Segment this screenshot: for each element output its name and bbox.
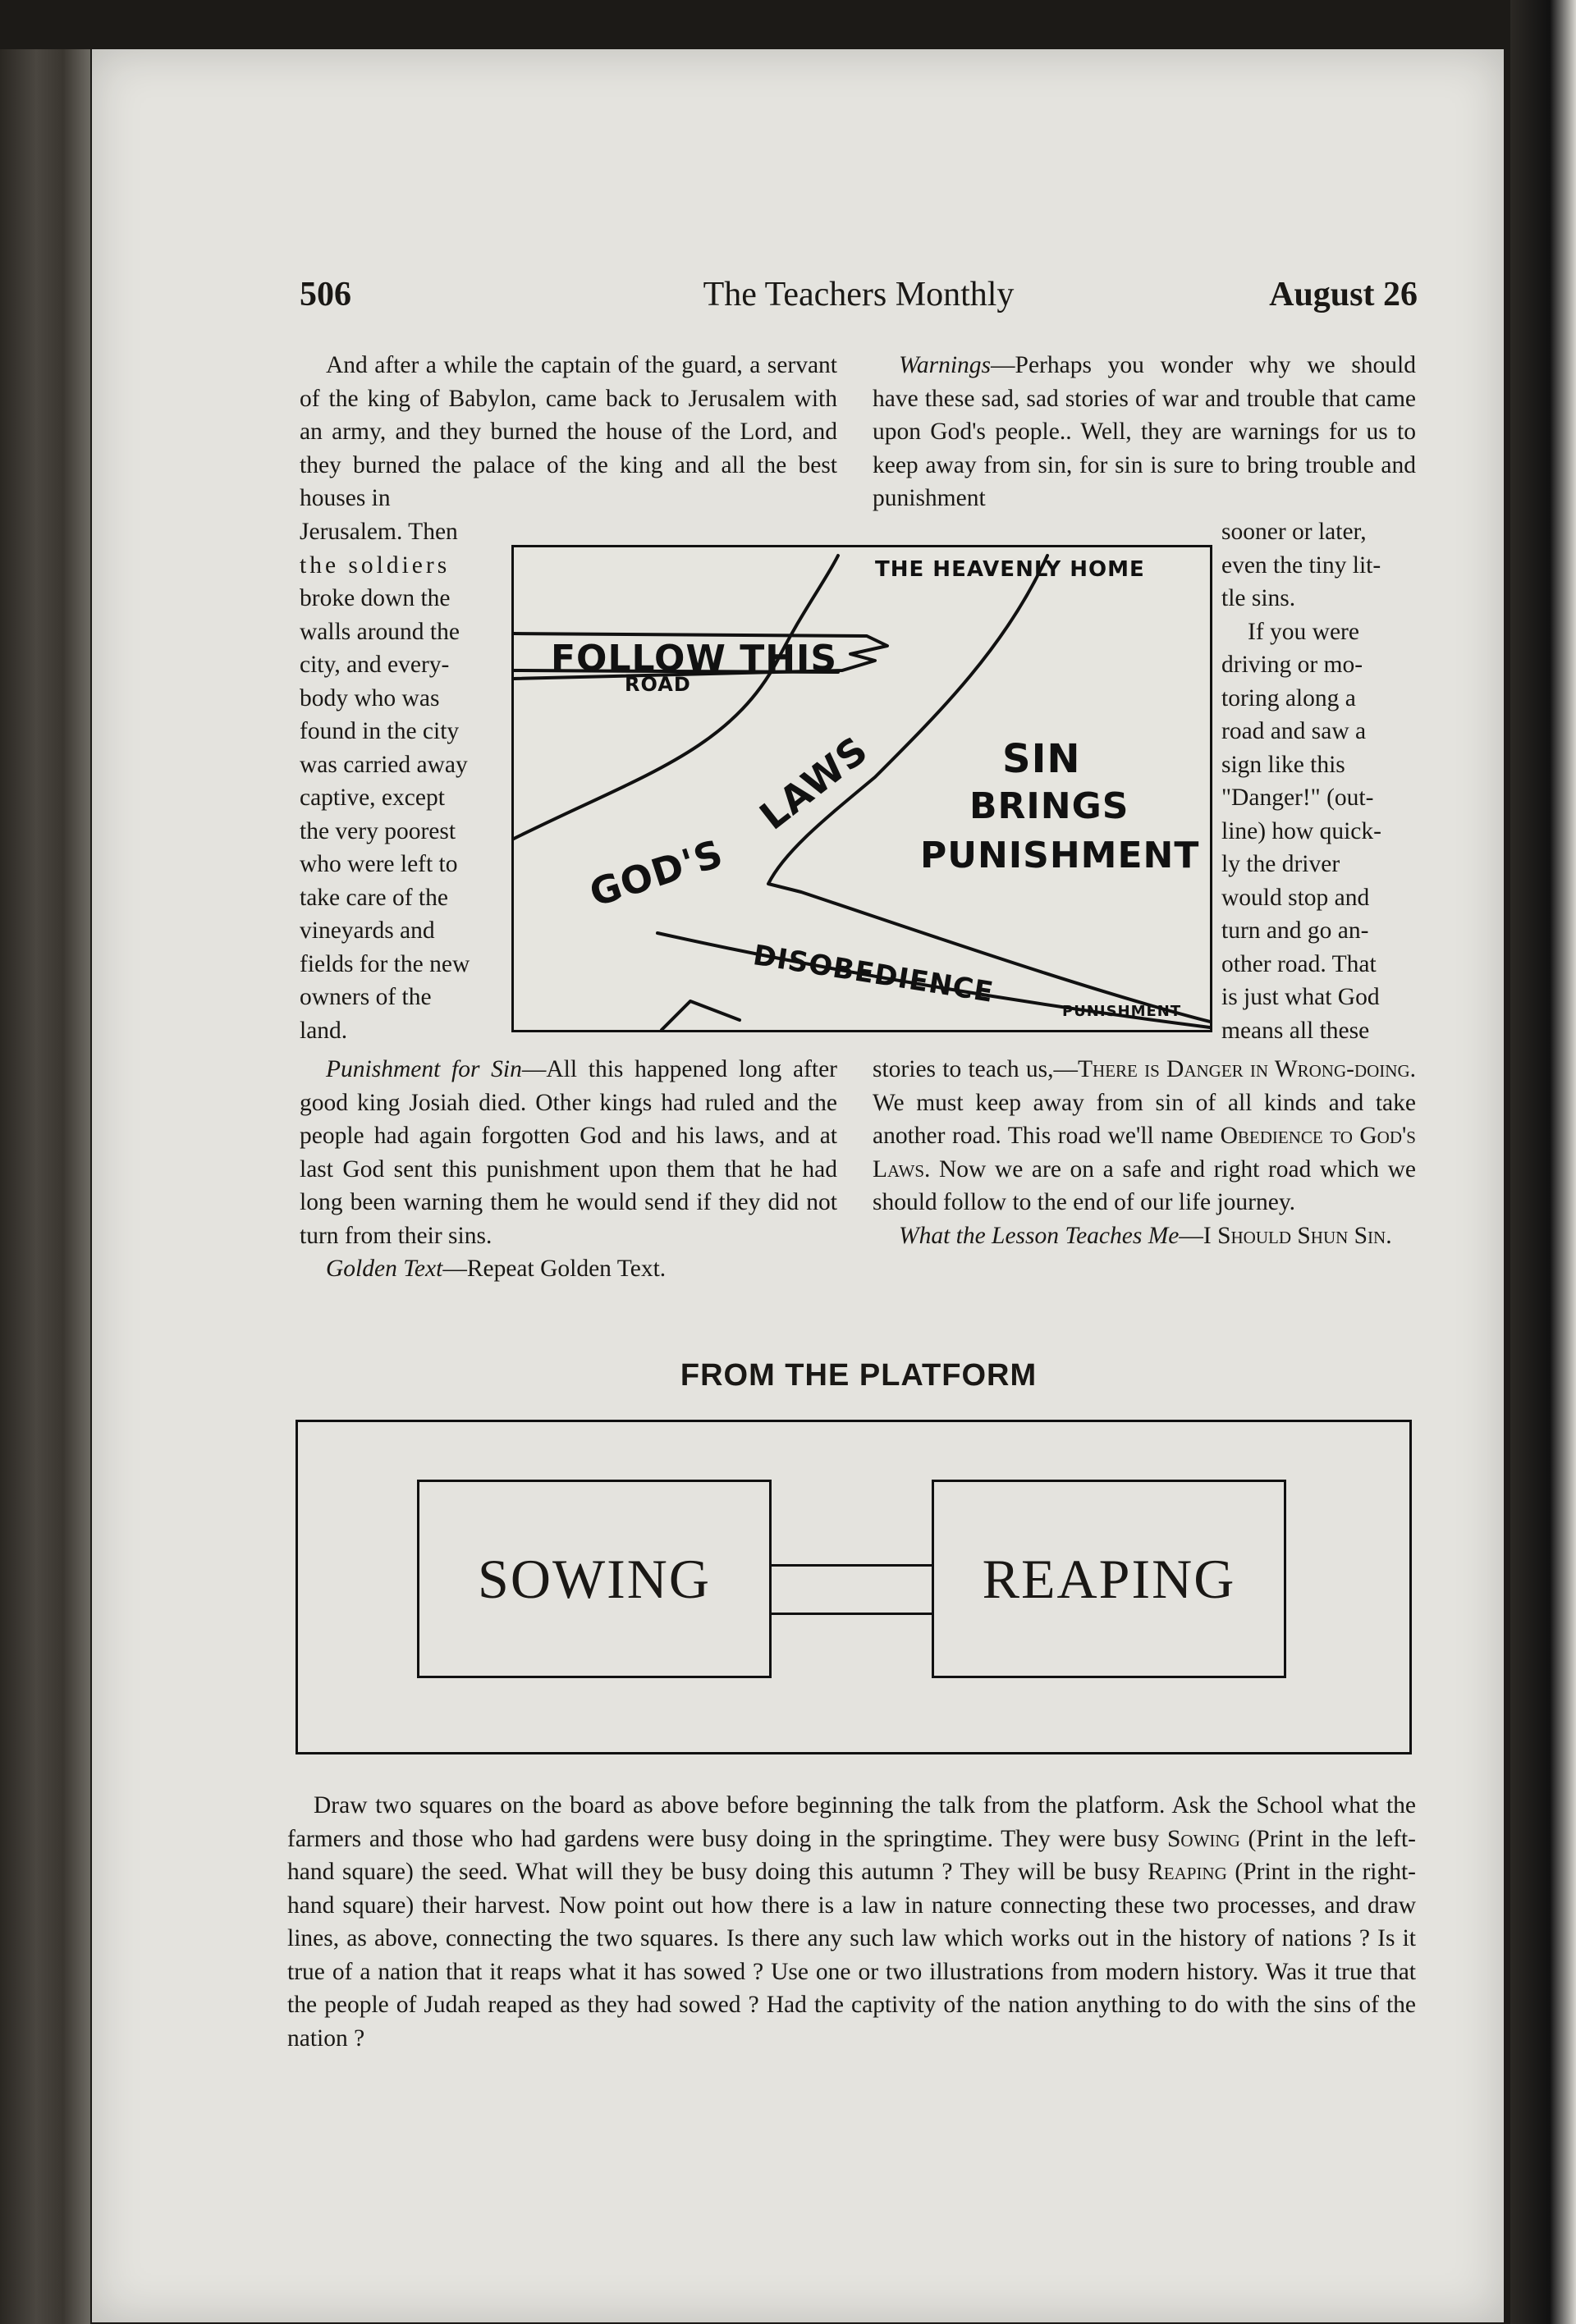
narrow-line: means all these: [1221, 1017, 1370, 1044]
label-punishment-small: PUNISHMENT: [1062, 1003, 1182, 1020]
narrow-line: even the tiny lit-: [1221, 551, 1381, 579]
label-laws: LAWS: [751, 727, 877, 839]
instructions-part-2: (Print in the left-hand square) the seed. What will they be busy doing this autumn ? They will be busy: [287, 1825, 1416, 1885]
road-diagram: [511, 545, 1212, 1032]
narrow-line: captive, except: [300, 785, 445, 811]
publication-title: The Teachers Monthly: [703, 276, 1015, 313]
lower-road-edge: [662, 1001, 740, 1030]
punishment-text: —All this happened long after good king Josiah died. Other kings had ruled and the people had again forgotten God and his laws, and at last God sent this punishment upon them that he had long been warning them he would send if they did not turn from their sins.: [300, 1056, 838, 1249]
narrow-line: driving or mo-: [1221, 652, 1363, 678]
narrow-line: toring along a: [1221, 684, 1356, 711]
narrow-line: If you were: [1248, 618, 1359, 645]
narrow-line: line) how quick-: [1221, 817, 1381, 844]
page-number: 506: [300, 276, 351, 313]
label-disobedience: DISOBEDIENCE: [750, 939, 996, 1009]
narrow-line: land.: [300, 1017, 348, 1044]
connector-line-bottom: [772, 1613, 932, 1615]
book-gutter-left: [0, 49, 90, 2324]
narrow-line: take care of the: [300, 884, 448, 911]
connector-line-top: [772, 1564, 932, 1567]
label-brings: BRINGS: [969, 785, 1129, 827]
label-punishment: PUNISHMENT: [920, 835, 1200, 876]
label-gods: GOD'S: [584, 830, 729, 916]
left-narrow-column: [300, 515, 497, 1047]
label-follow-this: FOLLOW THIS: [551, 638, 838, 679]
narrow-line: city, and every-: [300, 652, 450, 678]
instructions-part-3: (Print in the right-hand square) their harvest. Now point out how there is a law in nature connecting these two processes, and draw lines, as above, connecting the two squares. Is there any such law which works out in the history of nations ? Is it true of a nation that it reaps what it has sowed ? Use one or two illustrations from modern history. Was it true that the people of Judah reaped as they had sowed ? Had the captivity of the nation anything to do with the sins of the nation ?: [287, 1859, 1416, 2052]
sowing-word: Sowing: [1167, 1825, 1240, 1852]
reaping-square: REAPING: [932, 1480, 1286, 1678]
narrow-line: "Danger!" (out-: [1221, 785, 1374, 811]
narrow-line: vineyards and: [300, 917, 435, 944]
instructions-part-1: Draw two squares on the board as above before beginning the talk from the platform. Ask the School what the farmers and those who had gardens were busy doing in the springtime. They were busy: [287, 1792, 1416, 1852]
right-narrow-column: [1221, 515, 1416, 1047]
label-heavenly-home: THE HEAVENLY HOME: [875, 557, 1145, 582]
running-header: [300, 275, 1418, 324]
platform-instructions: [287, 1789, 1416, 2055]
lesson-text: I Should Shun Sin.: [1203, 1222, 1392, 1249]
lesson-heading: What the Lesson Teaches Me: [899, 1222, 1180, 1249]
driving-text-1: stories to teach us,—: [873, 1056, 1079, 1082]
driving-text-2: We must keep away from sin of all kinds and take another road. This road we'll name: [873, 1089, 1416, 1149]
narrow-line: who were left to: [300, 851, 458, 877]
reaping-word: Reaping: [1148, 1859, 1227, 1885]
narrow-line: sooner or later,: [1221, 519, 1367, 545]
narrow-line: the soldiers: [300, 551, 451, 579]
narrow-line: is just what God: [1221, 984, 1380, 1010]
right-para-continued: [873, 1053, 1416, 1252]
issue-date: August 26: [1269, 276, 1418, 313]
narrow-line: owners of the: [300, 984, 432, 1010]
book-gutter-right: [1510, 0, 1576, 2324]
narrow-line: other road. That: [1221, 950, 1377, 977]
narrow-line: walls around the: [300, 618, 460, 645]
narrow-line: ly the driver: [1221, 851, 1340, 877]
warnings-text: —Perhaps you wonder why we should have these sad, sad stories of war and trouble that came upon God's people.. Well, they are warnings for us to keep away from sin, for sin is sure to bring trouble and punishment: [873, 352, 1416, 511]
driving-text-3: Now we are on a safe and right road which we should follow to the end of our life journey.: [873, 1155, 1416, 1215]
platform-heading: FROM THE PLATFORM: [680, 1358, 1038, 1393]
sowing-square: SOWING: [417, 1480, 772, 1678]
narrow-line: broke down the: [300, 585, 451, 611]
punishment-heading: Punishment for Sin: [326, 1056, 522, 1082]
narrow-line: road and saw a: [1221, 718, 1367, 744]
label-sin: SIN: [1002, 736, 1081, 782]
platform-diagram: [296, 1420, 1412, 1754]
golden-text-heading: Golden Text: [326, 1256, 443, 1282]
narrow-line: was carried away: [300, 751, 468, 778]
golden-text-body: —Repeat Golden Text.: [442, 1256, 667, 1282]
left-para-punishment: [300, 1053, 837, 1286]
narrow-line: Jerusalem. Then: [300, 519, 458, 545]
right-para-warnings: [873, 349, 1416, 515]
narrow-line: the very poorest: [300, 817, 456, 844]
narrow-line: tle sins.: [1221, 585, 1296, 611]
narrow-line: body who was: [300, 684, 440, 711]
obedience-phrase: Obedience to God's Laws.: [873, 1123, 1416, 1183]
narrow-line: fields for the new: [300, 950, 470, 977]
left-para-1-text: And after a while the captain of the guard, a servant of the king of Babylon, came back to Jerusalem with an army, and they burned the house of the Lord, and they burned the palace of the king and all the best houses in: [300, 352, 837, 511]
label-road: ROAD: [625, 673, 691, 696]
left-para-opening: [300, 349, 837, 515]
narrow-line: found in the city: [300, 718, 460, 744]
narrow-line: sign like this: [1221, 751, 1345, 778]
lesson-dash: —: [1179, 1222, 1203, 1249]
danger-phrase: There is Danger in Wrong-doing.: [1078, 1056, 1416, 1082]
warnings-heading: Warnings: [899, 352, 992, 378]
narrow-line: would stop and: [1221, 884, 1370, 911]
narrow-line: turn and go an-: [1221, 917, 1369, 944]
